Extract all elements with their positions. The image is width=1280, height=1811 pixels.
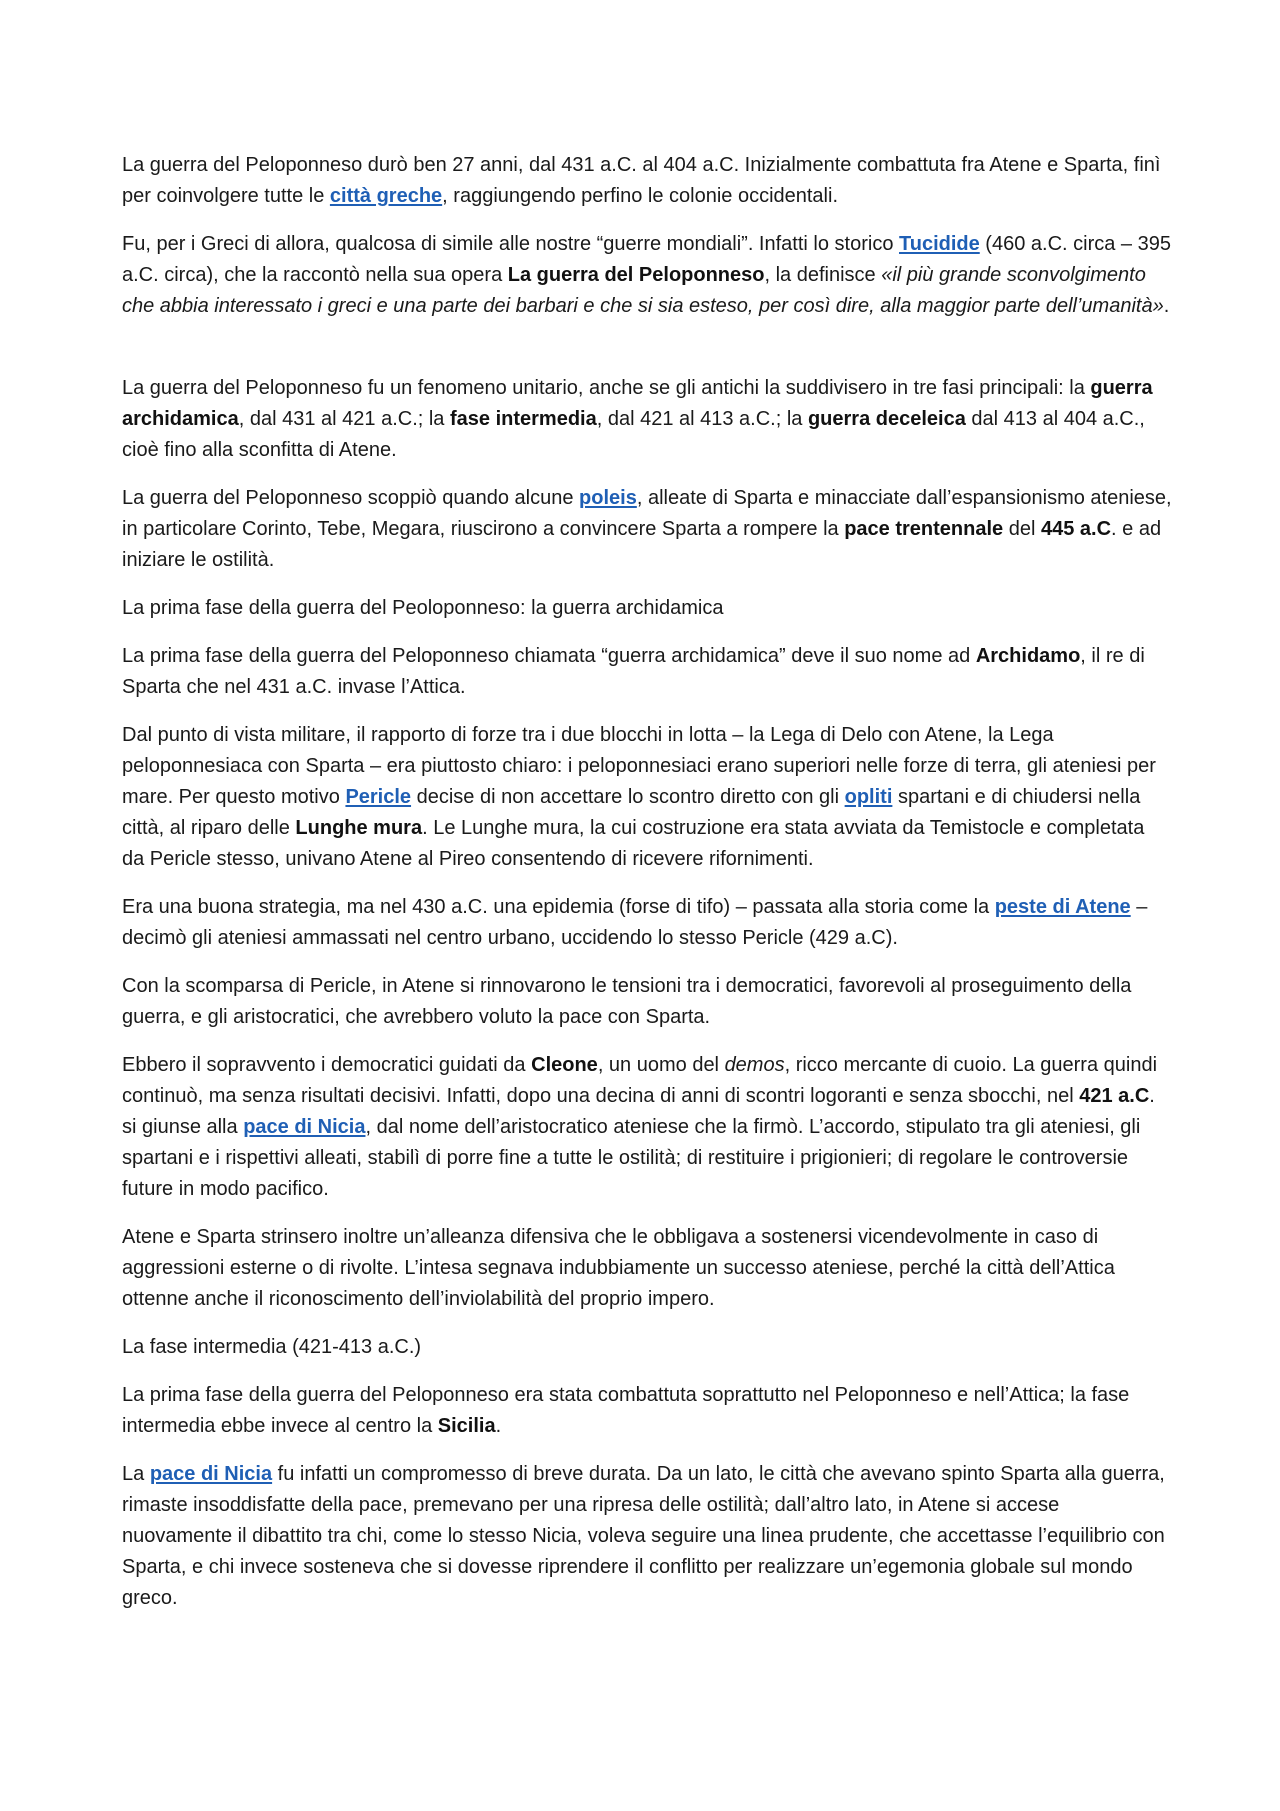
bold-text: La guerra del Peloponneso: [507, 264, 765, 286]
text: , dal 421 al 413 a.C.; la: [596, 408, 808, 430]
paragraph-alliance: [122, 1222, 1172, 1315]
text: spartani e di chiudersi nella città, al riparo delle: [122, 786, 1141, 839]
text: La guerra del Peloponneso scoppiò quando alcune: [122, 487, 580, 509]
bold-text: Lunghe mura: [295, 817, 423, 839]
text: Dal punto di vista militare, il rapporto di forze tra i due blocchi in lotta – la Lega di Delo con Atene, la Lega peloponnesiaca con Sparta – era piuttosto chiaro: i peloponnesiaci erano superiori nelle forze di terra, gli ateniesi per mare. Per questo motivo: [122, 724, 1156, 808]
paragraph-archidamo: [122, 641, 1172, 703]
bold-text: guerra archidamica: [122, 377, 1153, 430]
text: (460 a.C. circa – 395 a.C. circa), che la raccontò nella sua opera: [122, 233, 1171, 286]
document-page: [122, 150, 1172, 1631]
text: La prima fase della guerra del Peoloponneso: la guerra archidamica: [122, 597, 724, 619]
text: , dal nome dell’aristocratico ateniese che la firmò. L’accordo, stipulato tra gli ateniesi, gli spartani e i rispettivi alleati, stabilì di porre fine a tutte le ostilità; di restituire i prigionieri; di regolare le controversie future in modo pacifico.: [122, 1116, 1141, 1200]
link-citta-greche[interactable]: città greche: [329, 185, 443, 207]
paragraph-cleone: [122, 1050, 1172, 1205]
bold-text: Cleone: [531, 1054, 598, 1076]
text: Fu, per i Greci di allora, qualcosa di simile alle nostre “guerre mondiali”. Infatti lo storico: [122, 233, 899, 255]
link-pericle[interactable]: Pericle: [345, 786, 412, 808]
bold-text: 421 a.C: [1079, 1085, 1150, 1107]
text: , la definisce: [764, 264, 882, 286]
text: La prima fase della guerra del Peloponneso chiamata “guerra archidamica” deve il suo nome ad: [122, 645, 976, 667]
text: Era una buona strategia, ma nel 430 a.C. una epidemia (forse di tifo) – passata alla storia come la: [122, 896, 995, 918]
text: , ricco mercante di cuoio. La guerra quindi continuò, ma senza risultati decisivi. Infatti, dopo una decina di anni di scontri logoranti e senza sbocchi, nel: [122, 1054, 1158, 1107]
bold-text: 445 a.C: [1040, 518, 1112, 540]
text: , raggiungendo perfino le colonie occidentali.: [442, 185, 839, 207]
text: Ebbero il sopravvento i democratici guidati da: [122, 1054, 532, 1076]
text: La: [122, 1463, 150, 1485]
text: . e ad iniziare le ostilità.: [122, 518, 1162, 571]
bold-text: pace trentennale: [844, 518, 1004, 540]
heading-intermediate-phase: [122, 1332, 1172, 1363]
link-pace-di-nicia-2[interactable]: pace di Nicia: [149, 1463, 273, 1485]
paragraph-military: [122, 720, 1172, 875]
link-opliti[interactable]: opliti: [844, 786, 893, 808]
text: fu infatti un compromesso di breve durata. Da un lato, le città che avevano spinto Sparta alla guerra, rimaste insoddisfatte della pace, premevano per una ripresa delle ostilità; dall’altro lato, in Atene si accese nuovamente il dibattito tra chi, come lo stesso Nicia, voleva seguire una linea prudente, che accettasse l’equilibrio con Sparta, e chi invece sosteneva che si dovesse riprendere il conflitto per realizzare un’egemonia globale sul mondo greco.: [122, 1463, 1165, 1609]
bold-text: fase intermedia: [449, 408, 597, 430]
paragraph-phases: [122, 373, 1172, 466]
text: , dal 431 al 421 a.C.; la: [238, 408, 450, 430]
text: , un uomo del: [597, 1054, 725, 1076]
link-pace-di-nicia[interactable]: pace di Nicia: [243, 1116, 366, 1138]
text: decise di non accettare lo scontro diretto con gli: [411, 786, 845, 808]
link-poleis[interactable]: poleis: [579, 487, 637, 509]
text: Atene e Sparta strinsero inoltre un’alleanza difensiva che le obbligava a sostenersi vicendevolmente in caso di aggressioni esterne o di rivolte. L’intesa segnava indubbiamente un successo ateniese, perché la città dell’Attica ottenne anche il riconoscimento dell’inviolabilità del proprio impero.: [122, 1226, 1115, 1310]
text: – decimò gli ateniesi ammassati nel centro urbano, uccidendo lo stesso Pericle (429 a.C).: [122, 896, 1148, 949]
text: .: [495, 1415, 502, 1437]
italic-quote: «il più grande sconvolgimento che abbia interessato i greci e una parte dei barbari e che si sia esteso, per così dire, alla maggior parte dell’umanità»: [122, 264, 1164, 317]
paragraph-tucidide: [122, 229, 1172, 322]
italic-text: demos: [724, 1054, 785, 1076]
text: La prima fase della guerra del Peloponneso era stata combattuta soprattutto nel Peloponneso e nell’Attica; la fase intermedia ebbe invece al centro la: [122, 1384, 1130, 1437]
paragraph-plague: [122, 892, 1172, 954]
bold-text: Archidamo: [975, 645, 1081, 667]
text: . si giunse alla: [122, 1085, 1155, 1138]
paragraph-nicia-peace: [122, 1459, 1172, 1614]
bold-text: guerra deceleica: [807, 408, 966, 430]
text: dal 413 al 404 a.C., cioè fino alla sconfitta di Atene.: [122, 408, 1145, 461]
paragraph-outbreak: [122, 483, 1172, 576]
text: . Le Lunghe mura, la cui costruzione era stata avviata da Temistocle e completata da Pericle stesso, univano Atene al Pireo consentendo di ricevere rifornimenti.: [122, 817, 1145, 870]
paragraph-tensions: [122, 971, 1172, 1033]
link-peste-di-atene[interactable]: peste di Atene: [994, 896, 1131, 918]
text: , il re di Sparta che nel 431 a.C. invase l’Attica.: [122, 645, 1145, 698]
link-tucidide[interactable]: Tucidide: [899, 233, 980, 255]
text: del: [1003, 518, 1041, 540]
bold-text: Sicilia: [437, 1415, 496, 1437]
text: La guerra del Peloponneso fu un fenomeno unitario, anche se gli antichi la suddivisero in tre fasi principali: la: [122, 377, 1091, 399]
text: , alleate di Sparta e minacciate dall’espansionismo ateniese, in particolare Corinto, Tebe, Megara, riuscirono a convincere Sparta a rompere la: [122, 487, 1172, 540]
text: Con la scomparsa di Pericle, in Atene si rinnovarono le tensioni tra i democratici, favorevoli al proseguimento della guerra, e gli aristocratici, che avrebbero voluto la pace con Sparta.: [122, 975, 1132, 1028]
heading-archidamic-war: [122, 593, 1172, 624]
text: La guerra del Peloponneso durò ben 27 anni, dal 431 a.C. al 404 a.C. Inizialmente combattuta fra Atene e Sparta, finì per coinvolgere tutte le: [122, 154, 1161, 207]
text: .: [1163, 295, 1170, 317]
paragraph-sicilia: [122, 1380, 1172, 1442]
paragraph-intro: [122, 150, 1172, 212]
text: La fase intermedia (421-413 a.C.): [122, 1336, 422, 1358]
